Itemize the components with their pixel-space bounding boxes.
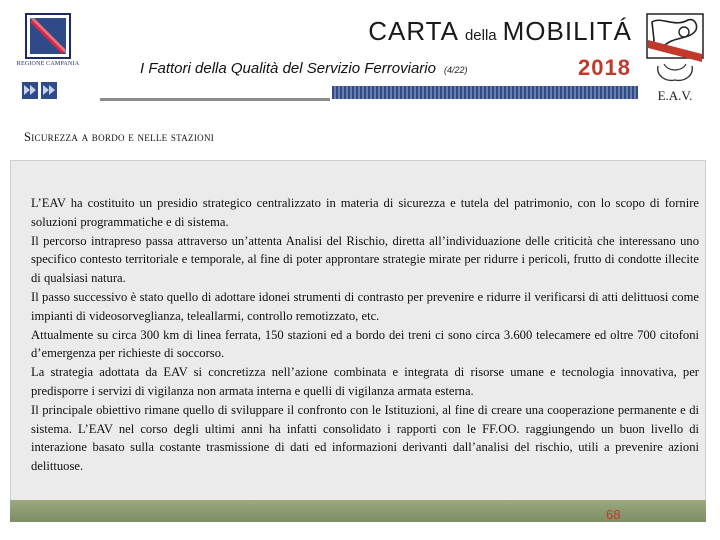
body-text <box>31 194 699 476</box>
paragraph: Attualmente su circa 300 km di linea ferrata, 150 stazioni ed a bordo dei treni ci sono circa 3.600 telecamere ed oltre 700 citofoni d’emergenza per richieste di soccorso. <box>31 327 699 361</box>
page-title <box>368 16 632 47</box>
header-divider <box>100 98 330 101</box>
eav-emblem-icon <box>644 10 706 88</box>
paragraph: Il principale obiettivo rimane quello di sviluppare il confronto con le Istituzioni, al fine di creare una cooperazione permanente e di sistema. L’EAV nel corso degli ultimi anni ha infatti consolidato i rapporti con le FF.OO. raggiungendo un buon livello di interazione basato sulla costante trasmissione di dati ed informazioni derivanti dall’analisi del rischio, utili a prevenire azioni delittuose. <box>31 402 699 474</box>
regione-campania-logo <box>12 12 84 76</box>
nav-arrows <box>22 82 57 99</box>
title-connector: della <box>464 27 497 44</box>
footer-bar <box>10 500 706 522</box>
forward-arrow-icon[interactable] <box>22 82 38 99</box>
subtitle <box>140 60 467 77</box>
paragraph: Il percorso intrapreso passa attraverso un’attenta Analisi del Rischio, diretta all’individuazione delle criticità che interessano uno specifico contesto territoriale e temporale, al fine di poter approntare strategie mirate per ridurre i pericoli, frutto di condotte illecite di qualsiasi natura. <box>31 233 699 286</box>
content-box <box>10 160 706 522</box>
paragraph: La strategia adottata da EAV si concretizza nell’azione combinata e integrata di risorse umane e tecnologia innovativa, per predisporre i servizi di vigilanza non armata interna e quelli di vigilanza armata esterna. <box>31 365 699 398</box>
subtitle-text: I Fattori della Qualità del Servizio Ferroviario <box>140 60 436 77</box>
eav-logo <box>644 10 706 102</box>
title-part1: CARTA <box>368 16 459 46</box>
section-title: Sicurezza a bordo e nelle stazioni <box>24 130 215 144</box>
regione-campania-emblem-icon <box>12 12 84 60</box>
forward-arrow-icon[interactable] <box>41 82 57 99</box>
header-decorative-bar <box>332 86 638 99</box>
year-label: 2018 <box>578 55 631 80</box>
right-logo-caption: E.A.V. <box>657 88 693 103</box>
title-part2: MOBILITÁ <box>502 16 632 46</box>
paragraph: L’EAV ha costituito un presidio strategico centralizzato in materia di sicurezza e tutela del patrimonio, con lo scopo di fornire soluzioni programmatiche e di sistema. <box>31 196 699 229</box>
page-number: 68 <box>606 507 621 522</box>
paragraph: Il passo successivo è stato quello di adottare idonei strumenti di contrasto per prevenire e ridurre il verificarsi di atti delittuosi come impianti di videosorveglianza, teleallarmi, controllo remotizzato, etc. <box>31 289 699 323</box>
subtitle-code: (4/22) <box>443 65 468 75</box>
left-logo-caption: REGIONE CAMPANIA <box>16 61 80 67</box>
